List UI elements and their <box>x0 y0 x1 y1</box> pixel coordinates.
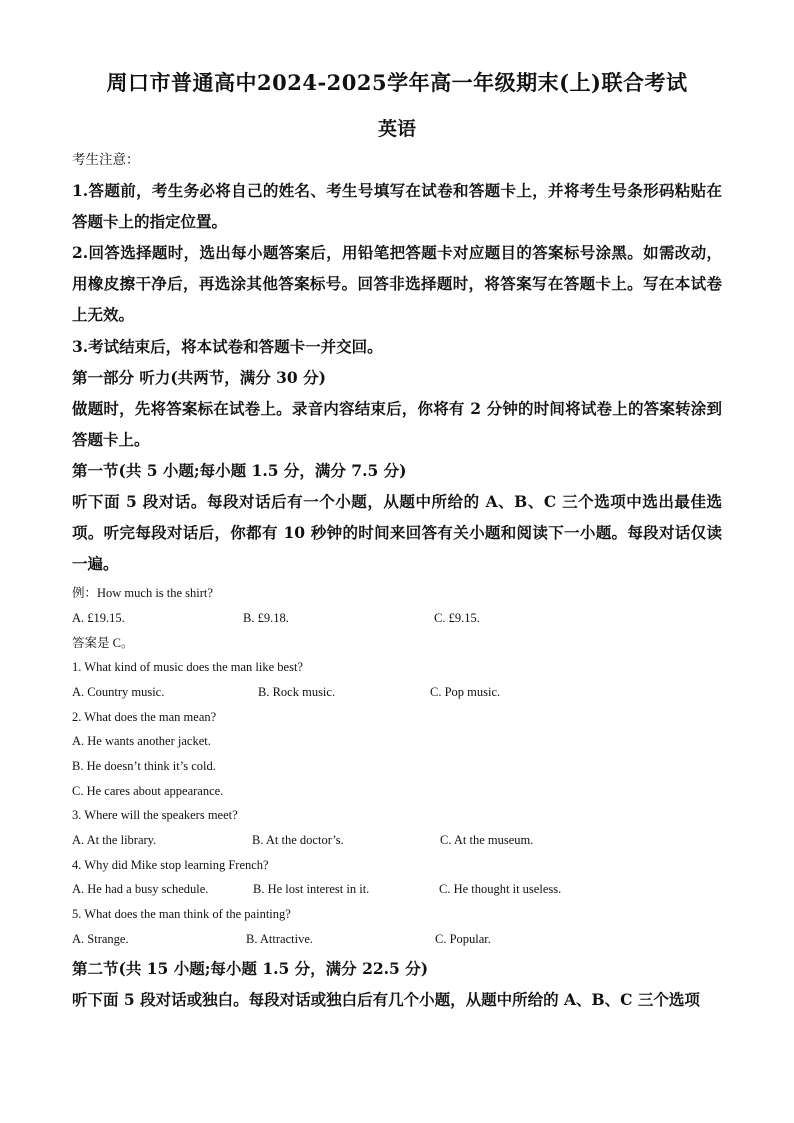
subject-title: 英语 <box>377 118 416 140</box>
notice-item-2: 2.回答选择题时，选出每小题答案后，用铅笔把答题卡对应题目的答案标号涂黑。如需改动，用橡皮擦干净后，再选涂其他答案标号。回答非选择题时，将答案写在答题卡上。写在本试卷上无效。 <box>72 243 722 324</box>
q4-option-a: A. He had a busy schedule. <box>72 882 209 896</box>
question-1: 1. What kind of music does the man like best? <box>72 660 303 674</box>
q2-option-a: A. He wants another jacket. <box>72 734 211 748</box>
section2-heading: 第二节(共 15 小题;每小题 1.5 分，满分 22.5 分) <box>72 959 429 978</box>
example-option-c: C. £9.15. <box>434 611 480 625</box>
section2-instruction: 听下面 5 段对话或独白。每段对话或独白后有几个小题，从题中所给的 A、B、C 三个选项 <box>72 990 700 1009</box>
part1-heading: 第一部分 听力(共两节，满分 30 分) <box>72 368 326 387</box>
notice-item-1: 1.答题前，考生务必将自己的姓名、考生号填写在试卷和答题卡上，并将考生号条形码粘贴在答题卡上的指定位置。 <box>72 181 722 231</box>
question-3: 3. Where will the speakers meet? <box>72 808 238 822</box>
part1-instruction: 做题时，先将答案标在试卷上。录音内容结束后，你将有 2 分钟的时间将试卷上的答案转涂到答题卡上。 <box>72 399 722 449</box>
q2-option-b: B. He doesn’t think it’s cold. <box>72 759 216 773</box>
q4-option-c: C. He thought it useless. <box>439 882 562 896</box>
q3-option-a: A. At the library. <box>72 833 157 847</box>
q2-option-c: C. He cares about appearance. <box>72 784 224 798</box>
example-option-a: A. £19.15. <box>72 611 125 625</box>
section1-instruction: 听下面 5 段对话。每段对话后有一个小题，从题中所给的 A、B、C 三个选项中选出最佳选项。听完每段对话后，你都有 10 秒钟的时间来回答有关小题和阅读下一小题。每段对话仅读一遍。 <box>72 492 722 573</box>
example-question: 例：How much is the shirt? <box>72 586 213 600</box>
notice-item-3: 3.考试结束后，将本试卷和答题卡一并交回。 <box>72 337 383 356</box>
example-answer: 答案是 C。 <box>72 636 134 650</box>
q4-option-b: B. He lost interest in it. <box>253 882 370 896</box>
q1-option-c: C. Pop music. <box>430 685 501 699</box>
question-5: 5. What does the man think of the painting? <box>72 907 291 921</box>
q1-option-a: A. Country music. <box>72 685 165 699</box>
q3-option-b: B. At the doctor’s. <box>252 833 344 847</box>
example-option-b: B. £9.18. <box>243 611 289 625</box>
q5-option-b: B. Attractive. <box>246 932 313 946</box>
q1-option-b: B. Rock music. <box>258 685 336 699</box>
q5-option-a: A. Strange. <box>72 932 129 946</box>
q3-option-c: C. At the museum. <box>440 833 534 847</box>
section1-heading: 第一节(共 5 小题;每小题 1.5 分，满分 7.5 分) <box>72 461 407 480</box>
question-2: 2. What does the man mean? <box>72 710 217 724</box>
q5-option-c: C. Popular. <box>435 932 491 946</box>
exam-title: 周口市普通高中2024-2025学年高一年级期末(上)联合考试 <box>106 70 688 95</box>
notice-heading: 考生注意： <box>72 152 140 168</box>
question-4: 4. Why did Mike stop learning French? <box>72 858 269 872</box>
